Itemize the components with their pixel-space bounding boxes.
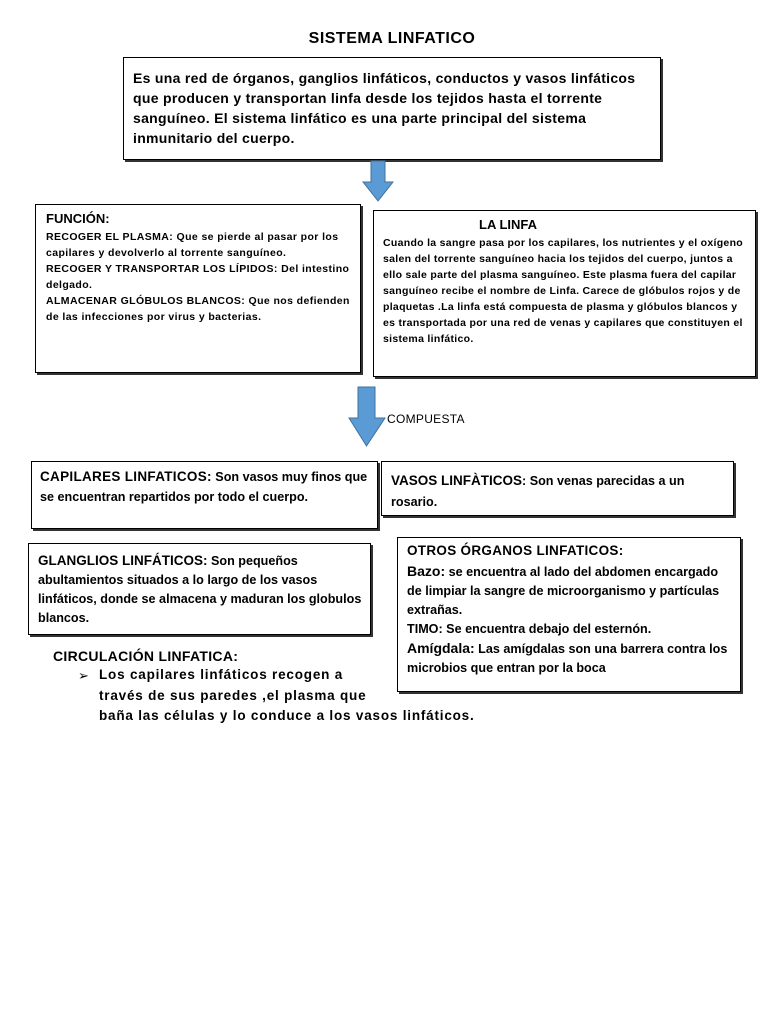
ganglios-term: GLANGLIOS LINFÁTICOS:: [38, 553, 208, 568]
otros-term: Amígdala:: [407, 640, 475, 656]
funcion-item: [46, 229, 354, 261]
bullet-arrow-icon: ➢: [78, 668, 89, 683]
otros-desc: Se encuentra debajo del esternón.: [442, 622, 652, 636]
otros-term: Bazo:: [407, 563, 446, 579]
otros-desc: Las amígdalas son una barrera contra los microbios que entran por la boca: [407, 642, 728, 675]
ganglios-text: [38, 551, 364, 628]
funcion-term: ALMACENAR GLÓBULOS BLANCOS:: [46, 295, 246, 307]
funcion-term: RECOGER Y TRANSPORTAR LOS LÍPIDOS:: [46, 263, 278, 275]
otros-heading: OTROS ÓRGANOS LINFATICOS:: [407, 543, 624, 558]
funcion-item: [46, 261, 354, 293]
intro-box: [123, 57, 661, 160]
arrow-label: COMPUESTA: [387, 412, 465, 426]
down-arrow-icon: [348, 386, 386, 448]
circulacion-line: Los capilares linfáticos recogen a: [99, 667, 344, 682]
linfa-text: Cuando la sangre pasa por los capilares, los nutrientes y el oxígeno salen del torrente sanguíneo hacia los tejidos del cuerpo, juntos a ello sale parte del plasma sanguíneo. Este plasma fuera del capilar sanguíneo recibe el nombre de Linfa. Carece de glóbulos rojos y de plaquetas .La linfa está compuesta de plasma y glóbulos blancos y es transportada por una red de venas y capilares que constituyen el sistema linfático.: [383, 237, 743, 345]
funcion-item: [46, 293, 354, 325]
otros-item: [407, 639, 734, 678]
otros-box: [397, 537, 741, 692]
intro-text: Es una red de órganos, ganglios linfáticos, conductos y vasos linfáticos que producen y transportan linfa desde los tejidos hasta el torrente sanguíneo. El sistema linfático es una parte principal del sistema inmunitario del cuerpo.: [133, 70, 636, 146]
ganglios-box: [28, 543, 371, 635]
ganglios-desc: Son pequeños abultamientos situados a lo largo de los vasos linfáticos, donde se almacena y maduran los globulos blancos.: [38, 554, 362, 625]
linfa-heading: LA LINFA: [479, 217, 538, 232]
linfa-box: [373, 210, 756, 377]
otros-term: TIMO:: [407, 622, 443, 636]
capilares-desc: Son vasos muy finos que se encuentran repartidos por todo el cuerpo.: [40, 470, 368, 504]
otros-item: [407, 562, 734, 620]
funcion-desc: Que se pierde al pasar por los capilares y devolverlo al torrente sanguíneo.: [46, 231, 339, 259]
vasos-text: [391, 470, 727, 513]
down-arrow-icon: [362, 160, 394, 203]
funcion-heading: FUNCIÓN:: [46, 211, 110, 226]
vasos-term: VASOS LINFÀTICOS: [391, 473, 523, 488]
circulacion-line: baña las células y lo conduce a los vasos linfáticos.: [99, 708, 475, 723]
capilares-text: [40, 467, 371, 507]
vasos-desc: : Son venas parecidas a un rosario.: [391, 474, 685, 509]
otros-item: [407, 620, 734, 639]
capilares-box: [31, 461, 378, 529]
funcion-box: [35, 204, 361, 373]
capilares-term: CAPILARES LINFATICOS:: [40, 469, 212, 484]
funcion-term: RECOGER EL PLASMA:: [46, 231, 174, 243]
funcion-desc: Del intestino delgado.: [46, 263, 350, 291]
page-title: SISTEMA LINFATICO: [308, 30, 476, 47]
circulacion-line: través de sus paredes ,el plasma que: [99, 688, 367, 703]
otros-desc: se encuentra al lado del abdomen encargado de limpiar la sangre de microorganismo y partículas extrañas.: [407, 565, 720, 617]
vasos-box: [381, 461, 734, 516]
circulacion-heading: CIRCULACIÓN LINFATICA:: [53, 648, 239, 664]
funcion-desc: Que nos defienden de las infecciones por virus y bacterias.: [46, 295, 350, 323]
